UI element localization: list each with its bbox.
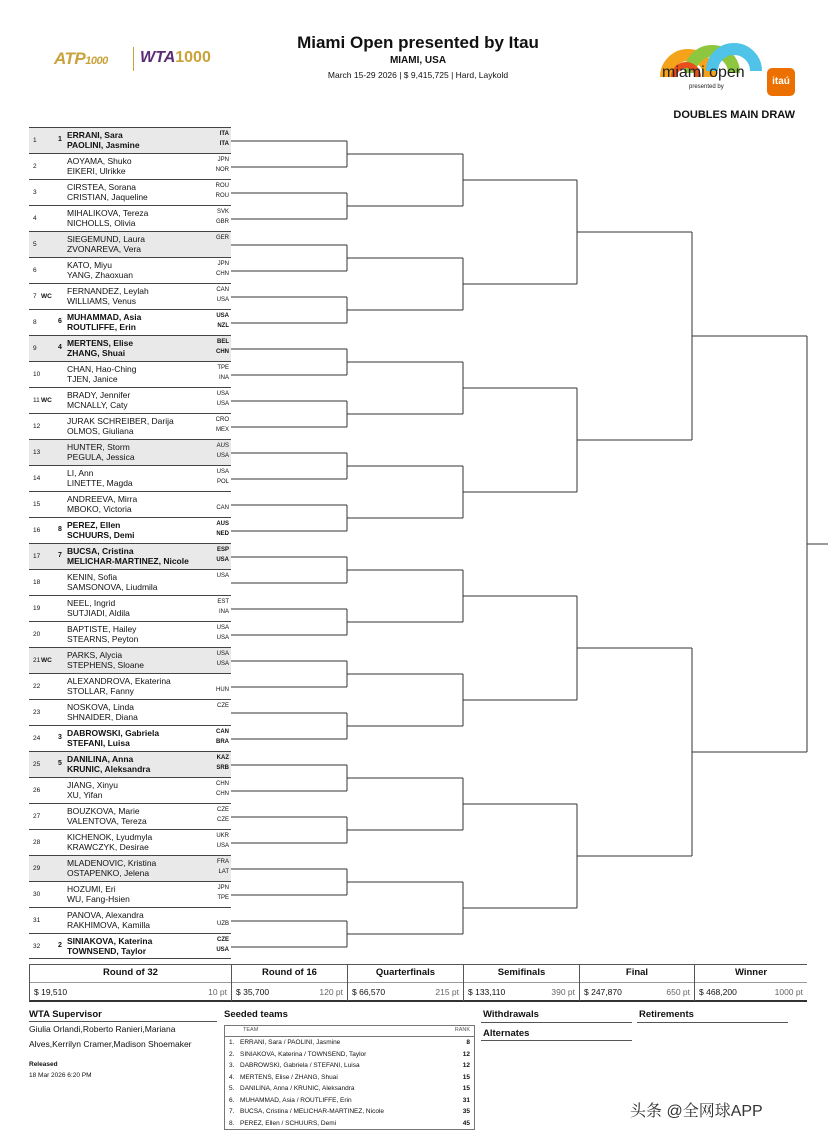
released-date: 18 Mar 2026 6:20 PM (29, 1072, 92, 1079)
draw-entry (29, 465, 231, 491)
seeded-team-row (225, 1061, 474, 1073)
entry-number: 5 (33, 241, 37, 248)
entry-tag: WC (41, 397, 52, 404)
player-country: CAN (216, 505, 229, 511)
player-country: USA (216, 947, 229, 953)
draw-entry (29, 777, 231, 803)
entry-number: 11 (33, 397, 40, 404)
player-country: UZB (217, 921, 229, 927)
player-country: HUN (216, 687, 229, 693)
draw-entry (29, 595, 231, 621)
draw-entry (29, 257, 231, 283)
seeded-team-name: DABROWSKI, Gabriela / STEFANI, Luisa (240, 1062, 360, 1069)
prize-money: $ 247,870 (584, 987, 622, 997)
draw-entry (29, 205, 231, 231)
player-name: MLADENOVIC, Kristina (67, 858, 157, 868)
player-country: USA (216, 573, 229, 579)
round-name: Round of 32 (103, 967, 158, 978)
round-name: Quarterfinals (375, 967, 436, 978)
seeded-table-header: TEAM RANK (225, 1026, 474, 1037)
player-country: CRO (215, 417, 229, 423)
player-name: OSTAPENKO, Jelena (67, 868, 150, 878)
player-name: BRADY, Jennifer (67, 390, 131, 400)
player-country: JPN (217, 261, 229, 267)
divider (481, 1040, 632, 1041)
player-name: ERRANI, Sara (67, 130, 123, 140)
draw-entry (29, 517, 231, 543)
miami-open-wordmark: miami open (662, 64, 745, 81)
seed-number: 5. (229, 1085, 235, 1092)
player-name: STEARNS, Peyton (67, 634, 139, 644)
player-name: DANILINA, Anna (67, 754, 134, 764)
player-name: ZHANG, Shuai (67, 348, 126, 358)
player-name: OLMOS, Giuliana (67, 426, 134, 436)
seeded-team-row (225, 1119, 474, 1131)
alternates-title: Alternates (483, 1028, 530, 1039)
player-name: NEEL, Ingrid (67, 598, 116, 608)
entry-number: 20 (33, 631, 41, 638)
player-name: BAPTISTE, Hailey (67, 624, 137, 634)
player-name: STOLLAR, Fanny (67, 686, 134, 696)
draw-entry (29, 829, 231, 855)
seeded-team-row (225, 1084, 474, 1096)
entry-number: 16 (33, 527, 41, 534)
player-country: USA (216, 651, 229, 657)
divider (481, 1022, 632, 1023)
prize-column (231, 964, 347, 1001)
player-name: MERTENS, Elise (67, 338, 134, 348)
player-name: KICHENOK, Lyudmyla (67, 832, 153, 842)
itau-logo: itaú (767, 68, 795, 96)
entry-number: 23 (33, 709, 41, 716)
seeded-team-name: MUHAMMAD, Asia / ROUTLIFFE, Erin (240, 1096, 352, 1104)
entry-seed: 4 (58, 344, 62, 351)
player-name: ROUTLIFFE, Erin (67, 322, 136, 332)
draw-entry (29, 387, 231, 413)
player-country: CAN (216, 287, 229, 293)
player-name: EIKERI, Ulrikke (67, 166, 126, 176)
draw-entry (29, 621, 231, 647)
ranking-points: 215 pt (435, 987, 459, 997)
player-name: DABROWSKI, Gabriela (67, 728, 160, 738)
player-country: GBR (215, 219, 229, 225)
player-country: USA (216, 635, 229, 641)
entry-number: 3 (33, 189, 37, 196)
seeded-teams-table (224, 1025, 475, 1130)
round-name: Semifinals (497, 967, 546, 978)
player-name: ALEXANDROVA, Ekaterina (67, 676, 171, 686)
seed-rank: 35 (462, 1108, 470, 1115)
entry-number: 12 (33, 423, 41, 430)
player-country: INA (218, 609, 229, 615)
player-name: LI, Ann (67, 468, 94, 478)
player-name: SAMSONOVA, Liudmila (67, 582, 158, 592)
player-name: AOYAMA, Shuko (67, 156, 132, 166)
player-name: NOSKOVA, Linda (67, 702, 134, 712)
seed-number: 4. (229, 1073, 235, 1081)
player-name: JIANG, Xinyu (67, 780, 119, 790)
draw-entry (29, 439, 231, 465)
player-country: CZE (217, 937, 229, 943)
entry-number: 7 (33, 293, 37, 300)
player-country: LAT (218, 869, 229, 875)
withdrawals-title: Withdrawals (483, 1009, 539, 1020)
seeded-team-row (225, 1107, 474, 1119)
player-country: AUS (216, 521, 229, 527)
entry-seed: 6 (58, 318, 62, 325)
player-name: PANOVA, Alexandra (67, 910, 144, 920)
player-country: CZE (217, 703, 229, 709)
entry-number: 13 (33, 449, 41, 456)
player-name: MBOKO, Victoria (67, 504, 132, 514)
tournament-title: Miami Open presented by Itau (297, 33, 539, 52)
entry-number: 27 (33, 813, 41, 820)
entry-number: 2 (33, 163, 37, 170)
seed-rank: 12 (462, 1050, 470, 1058)
draw-entry (29, 543, 231, 569)
player-country: TPE (217, 895, 229, 901)
prize-money: $ 19,510 (34, 987, 68, 997)
draw-entry (29, 335, 231, 361)
entry-number: 9 (33, 345, 37, 352)
entry-seed: 7 (58, 552, 62, 559)
entry-number: 19 (33, 605, 41, 612)
player-name: SUTJIADI, Aldila (67, 608, 130, 618)
seed-rank: 45 (462, 1119, 470, 1127)
player-name: WILLIAMS, Venus (67, 296, 136, 306)
tournament-location: MIAMI, USA (389, 55, 447, 66)
ranking-points: 120 pt (319, 987, 343, 997)
entry-number: 6 (33, 267, 37, 274)
player-name: JURAK SCHREIBER, Darija (67, 416, 174, 426)
entry-tag: WC (41, 293, 52, 300)
player-country: USA (216, 469, 229, 475)
seeded-team-name: MERTENS, Elise / ZHANG, Shuai (240, 1073, 338, 1081)
seed-number: 1. (229, 1039, 235, 1046)
seed-number: 6. (229, 1096, 235, 1104)
tournament-info: March 15-29 2026 | $ 9,415,725 | Hard, Laykold (327, 70, 509, 80)
player-name: PEGULA, Jessica (67, 452, 135, 462)
entry-number: 18 (33, 579, 41, 586)
seed-number: 8. (229, 1119, 235, 1127)
prize-column (579, 964, 694, 1001)
player-country: BRA (216, 739, 229, 745)
watermark: 头条 @全网球APP (630, 1103, 763, 1120)
player-country: CHN (216, 349, 229, 355)
player-name: XU, Yifan (67, 790, 103, 800)
seeded-team-row (225, 1038, 474, 1050)
player-country: POL (216, 479, 229, 485)
entry-number: 24 (33, 735, 41, 742)
presented-by-label: presented by (689, 84, 724, 90)
player-country: NOR (215, 167, 229, 173)
entry-seed: 2 (58, 942, 62, 949)
prize-money: $ 66,570 (352, 987, 386, 997)
player-name: STEFANI, Luisa (67, 738, 130, 748)
draw-entry (29, 569, 231, 595)
seeded-team-row (225, 1050, 474, 1062)
player-name: CRISTIAN, Jaqueline (67, 192, 148, 202)
player-name: PARKS, Alycia (67, 650, 123, 660)
player-name: MIHALIKOVA, Tereza (67, 208, 149, 218)
seeded-team-name: SINIAKOVA, Katerina / TOWNSEND, Taylor (240, 1050, 367, 1058)
prize-money: $ 133,110 (468, 987, 506, 997)
entry-number: 31 (33, 917, 41, 924)
player-name: KATO, Miyu (67, 260, 113, 270)
prize-column (463, 964, 579, 1001)
entry-number: 22 (33, 683, 41, 690)
player-name: VALENTOVA, Tereza (67, 816, 147, 826)
draw-entry (29, 933, 231, 959)
seeded-team-name: DANILINA, Anna / KRUNIC, Aleksandra (240, 1085, 355, 1092)
player-name: KENIN, Sofia (67, 572, 118, 582)
player-name: FERNANDEZ, Leylah (67, 286, 149, 296)
ranking-points: 1000 pt (774, 987, 803, 997)
player-name: STEPHENS, Sloane (67, 660, 145, 670)
entry-number: 4 (33, 215, 37, 222)
player-name: MCNALLY, Caty (67, 400, 128, 410)
round-name: Round of 16 (262, 967, 317, 978)
entry-seed: 1 (58, 136, 62, 143)
player-country: MEX (215, 427, 229, 433)
player-name: CHAN, Hao-Ching (67, 364, 137, 374)
draw-entry (29, 855, 231, 881)
seed-number: 7. (229, 1108, 235, 1115)
draw-entry (29, 309, 231, 335)
draw-entry (29, 673, 231, 699)
entry-number: 14 (33, 475, 41, 482)
entry-number: 8 (33, 319, 37, 326)
draw-entry (29, 647, 231, 673)
entry-number: 10 (33, 371, 41, 378)
player-name: MUHAMMAD, Asia (67, 312, 142, 322)
draw-entry (29, 283, 231, 309)
player-name: ZVONAREVA, Vera (67, 244, 142, 254)
draw-entry (29, 803, 231, 829)
draw-entry (29, 699, 231, 725)
player-name: BUCSA, Cristina (67, 546, 134, 556)
ranking-points: 650 pt (666, 987, 690, 997)
player-country: NED (216, 531, 229, 537)
seeded-team-name: PEREZ, Ellen / SCHUURS, Demi (240, 1119, 337, 1127)
player-country: JPN (217, 885, 229, 891)
player-country: CHN (216, 781, 229, 787)
player-name: SINIAKOVA, Katerina (67, 936, 153, 946)
player-country: BEL (217, 339, 229, 345)
player-country: NZL (217, 323, 229, 329)
draw-entry (29, 153, 231, 179)
entry-number: 26 (33, 787, 41, 794)
player-name: KRUNIC, Aleksandra (67, 764, 151, 774)
prize-column (347, 964, 463, 1001)
player-country: CZE (217, 807, 229, 813)
seed-rank: 31 (462, 1096, 470, 1104)
seed-rank: 15 (462, 1085, 470, 1092)
player-country: USA (216, 401, 229, 407)
player-country: INA (218, 375, 229, 381)
player-name: SIEGEMUND, Laura (67, 234, 145, 244)
player-country: CAN (216, 729, 229, 735)
seeded-team-name: BUCSA, Cristina / MELICHAR-MARTINEZ, Nicole (240, 1108, 384, 1115)
round-name: Final (625, 967, 649, 978)
player-country: ROU (215, 183, 229, 189)
player-name: TJEN, Janice (67, 374, 118, 384)
player-name: CIRSTEA, Sorana (67, 182, 136, 192)
atp-logo: ATP1000 (54, 49, 108, 68)
ranking-points: 390 pt (551, 987, 575, 997)
player-name: HUNTER, Storm (67, 442, 130, 452)
player-name: MELICHAR-MARTINEZ, Nicole (67, 556, 189, 566)
draw-entry (29, 127, 231, 153)
player-name: SCHUURS, Demi (67, 530, 135, 540)
player-country: CHN (216, 271, 229, 277)
player-name: KRAWCZYK, Desirae (67, 842, 149, 852)
player-name: ANDREEVA, Mirra (67, 494, 138, 504)
seed-number: 2. (229, 1050, 235, 1058)
player-country: USA (216, 557, 229, 563)
entry-number: 25 (33, 761, 41, 768)
player-country: ESP (216, 547, 229, 553)
player-country: JPN (217, 157, 229, 163)
player-name: HOZUMI, Eri (67, 884, 116, 894)
player-name: TOWNSEND, Taylor (67, 946, 147, 956)
entry-seed: 8 (58, 526, 62, 533)
draw-entry (29, 881, 231, 907)
player-country: USA (216, 453, 229, 459)
prize-money-table (29, 964, 807, 1002)
player-country: SRB (216, 765, 229, 771)
ranking-points: 10 pt (208, 987, 227, 997)
supervisor-names: Giulia Orlandi,Roberto Ranieri,Mariana Alves,Kerrilyn Cramer,Madison Shoemaker (29, 1024, 192, 1049)
seeded-team-row (225, 1096, 474, 1108)
entry-number: 17 (33, 553, 41, 560)
seed-rank: 15 (462, 1073, 470, 1081)
player-country: USA (216, 625, 229, 631)
entry-seed: 3 (58, 734, 62, 741)
entry-number: 28 (33, 839, 41, 846)
player-country: UKR (216, 833, 229, 839)
retirements-title: Retirements (639, 1009, 694, 1020)
draw-entry (29, 751, 231, 777)
draw-type-label: DOUBLES MAIN DRAW (673, 109, 795, 121)
released-label: Released (29, 1061, 58, 1068)
draw-entry (29, 179, 231, 205)
player-country: ROU (215, 193, 229, 199)
supervisor-title: WTA Supervisor (29, 1009, 102, 1020)
player-country: USA (216, 661, 229, 667)
player-country: KAZ (216, 755, 229, 761)
draw-entry (29, 725, 231, 751)
entry-number: 1 (33, 137, 37, 144)
player-country: FRA (217, 859, 229, 865)
draw-entry (29, 413, 231, 439)
prize-column (694, 964, 807, 1001)
player-country: USA (216, 313, 229, 319)
player-country: USA (216, 843, 229, 849)
player-name: LINETTE, Magda (67, 478, 133, 488)
player-country: AUS (216, 443, 229, 449)
player-name: NICHOLLS, Olivia (67, 218, 136, 228)
entry-number: 15 (33, 501, 41, 508)
player-name: RAKHIMOVA, Kamilla (67, 920, 150, 930)
entry-number: 29 (33, 865, 41, 872)
entry-number: 21 (33, 657, 41, 664)
player-country: ITA (219, 131, 229, 137)
divider (637, 1022, 788, 1023)
entry-number: 30 (33, 891, 41, 898)
player-country: EST (217, 599, 229, 605)
round-name: Winner (734, 967, 768, 978)
player-country: SVK (216, 209, 229, 215)
entry-tag: WC (41, 657, 52, 664)
player-country: USA (216, 297, 229, 303)
player-name: PAOLINI, Jasmine (67, 140, 140, 150)
player-country: USA (216, 391, 229, 397)
player-name: BOUZKOVA, Marie (67, 806, 140, 816)
player-country: CZE (217, 817, 229, 823)
seed-number: 3. (229, 1062, 235, 1069)
player-country: CHN (216, 791, 229, 797)
prize-money: $ 468,200 (699, 987, 737, 997)
draw-entry (29, 907, 231, 933)
player-country: ITA (219, 141, 229, 147)
seeded-team-name: ERRANI, Sara / PAOLINI, Jasmine (240, 1039, 341, 1046)
player-country: TPE (217, 365, 229, 371)
seed-rank: 12 (462, 1062, 470, 1069)
seeded-team-row (225, 1073, 474, 1085)
draw-entry (29, 231, 231, 257)
player-name: WU, Fang-Hsien (67, 894, 130, 904)
draw-entry (29, 491, 231, 517)
prize-column (29, 964, 231, 1001)
wta-logo: WTA1000 (140, 49, 211, 66)
draw-entry (29, 361, 231, 387)
player-country: GER (215, 235, 229, 241)
player-name: PEREZ, Ellen (67, 520, 121, 530)
seeded-teams-title: Seeded teams (224, 1009, 288, 1020)
player-name: YANG, Zhaoxuan (67, 270, 133, 280)
entry-number: 32 (33, 943, 41, 950)
entry-seed: 5 (58, 760, 62, 767)
player-name: SHNAIDER, Diana (67, 712, 138, 722)
seed-rank: 8 (466, 1039, 470, 1046)
prize-money: $ 35,700 (236, 987, 270, 997)
